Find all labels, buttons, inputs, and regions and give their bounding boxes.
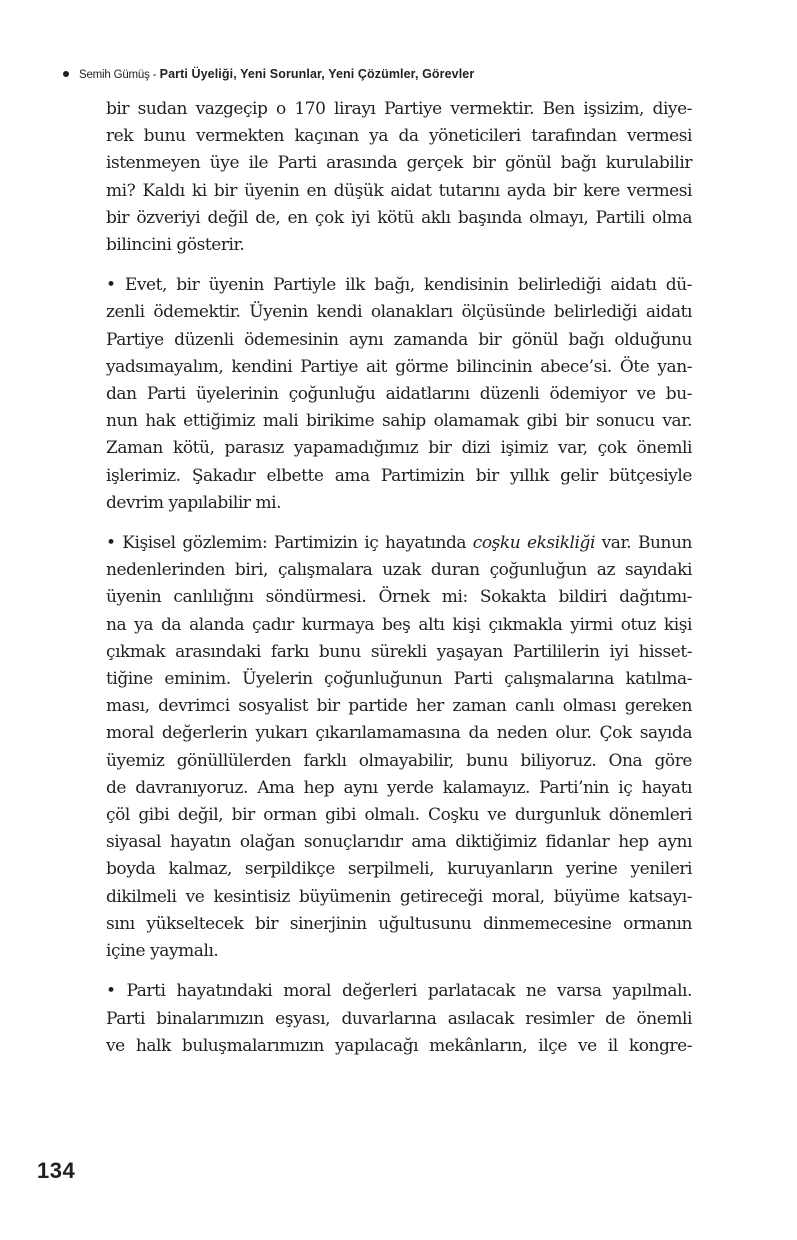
header-author: Semih Gümüş -	[79, 69, 157, 81]
header-book-title: Parti Üyeliği, Yeni Sorunlar, Yeni Çözümler, Görevler	[159, 67, 475, 81]
text-line: yadsımayalım, kendini Partiye ait görme bilincinin abece’si. Öte yan-	[106, 356, 692, 377]
text-line: çöl gibi değil, bir orman gibi olmalı. Coşku ve durgunluk dönemleri	[106, 805, 692, 826]
text-line: içine yaymalı.	[106, 941, 219, 962]
text-line: bilincini gösterir.	[106, 235, 245, 256]
text-line: üyenin canlılığını söndürmesi. Örnek mi: Sokakta bildiri dağıtımı-	[106, 587, 692, 608]
paragraph-1	[106, 96, 692, 259]
paragraph-4	[106, 978, 692, 1060]
emphasis-text: coşku eksikliği	[472, 533, 595, 554]
text-line: • Kişisel gözlemim: Partimizin iç hayatında coşku eksikliği var. Bunun	[106, 533, 692, 554]
paragraph-3	[106, 530, 692, 965]
text-line: siyasal hayatın olağan sonuçlarıdır ama diktiğimiz fidanlar hep aynı	[106, 832, 692, 853]
text-line: dan Parti üyelerinin çoğunluğu aidatlarını düzenli ödemiyor ve bu-	[106, 384, 692, 405]
text-line: nun hak ettiğimiz mali birikime sahip olamamak gibi bir sonucu var.	[106, 411, 692, 432]
text-line: na ya da alanda çadır kurmaya beş altı kişi çıkmakla yirmi otuz kişi	[106, 614, 692, 635]
text-line: tiğine eminim. Üyelerin çoğunluğunun Parti çalışmalarına katılma-	[106, 669, 692, 690]
running-head	[63, 66, 474, 83]
text-line: üyemiz gönüllülerden farklı olmayabilir, bunu biliyoruz. Ona göre	[106, 750, 692, 771]
text-line: dikilmeli ve kesintisiz büyümenin getireceği moral, büyüme katsayı-	[106, 886, 692, 907]
text-line: Zaman kötü, parasız yapamadığımız bir dizi işimiz var, çok önemli	[106, 438, 692, 459]
text-line: istenmeyen üye ile Parti arasında gerçek bir gönül bağı kurulabilir	[106, 153, 692, 174]
body-text	[106, 96, 692, 1073]
text-line: de davranıyoruz. Ama hep aynı yerde kalamayız. Parti’nin iç hayatı	[106, 777, 692, 798]
text-line: moral değerlerin yukarı çıkarılamamasına da neden olur. Çok sayıda	[106, 723, 692, 744]
text-line: devrim yapılabilir mi.	[106, 492, 282, 513]
text-line: ması, devrimci sosyalist bir partide her zaman canlı olması gereken	[106, 696, 692, 717]
text-line: sını yükseltecek bir sinerjinin uğultusunu dinmemecesine ormanın	[106, 913, 692, 934]
text-line: boyda kalmaz, serpildikçe serpilmeli, kuruyanların yerine yenileri	[106, 859, 692, 880]
text-line: • Evet, bir üyenin Partiyle ilk bağı, kendisinin belirlediği aidatı dü-	[106, 275, 692, 296]
text-line: • Parti hayatındaki moral değerleri parlatacak ne varsa yapılmalı.	[106, 981, 692, 1002]
text-line: ve halk buluşmalarımızın yapılacağı mekânların, ilçe ve il kongre-	[106, 1035, 692, 1056]
text-line: nedenlerinden biri, çalışmalara uzak duran çoğunluğun az sayıdaki	[106, 560, 692, 581]
header-bullet-icon	[63, 71, 69, 77]
text-line: Parti binalarımızın eşyası, duvarlarına asılacak resimler de önemli	[106, 1008, 692, 1029]
text-line: mi? Kaldı ki bir üyenin en düşük aidat tutarını ayda bir kere vermesi	[106, 180, 692, 201]
text-line: çıkmak arasındaki farkı bunu sürekli yaşayan Partililerin iyi hisset-	[106, 641, 692, 662]
text-line: işlerimiz. Şakadır elbette ama Partimizin bir yıllık gelir bütçesiyle	[106, 465, 692, 486]
text-line: bir özveriyi değil de, en çok iyi kötü aklı başında olmayı, Partili olma	[106, 207, 692, 228]
text-line: Partiye düzenli ödemesinin aynı zamanda bir gönül bağı olduğunu	[106, 329, 692, 350]
text-line: rek bunu vermekten kaçınan ya da yöneticileri tarafından vermesi	[106, 126, 692, 147]
page-number: 134	[37, 1158, 76, 1183]
text-line: zenli ödemektir. Üyenin kendi olanakları ölçüsünde belirlediği aidatı	[106, 302, 692, 323]
paragraph-2	[106, 272, 692, 517]
text-line: bir sudan vazgeçip o 170 lirayı Partiye vermektir. Ben işsizim, diye-	[106, 99, 692, 119]
